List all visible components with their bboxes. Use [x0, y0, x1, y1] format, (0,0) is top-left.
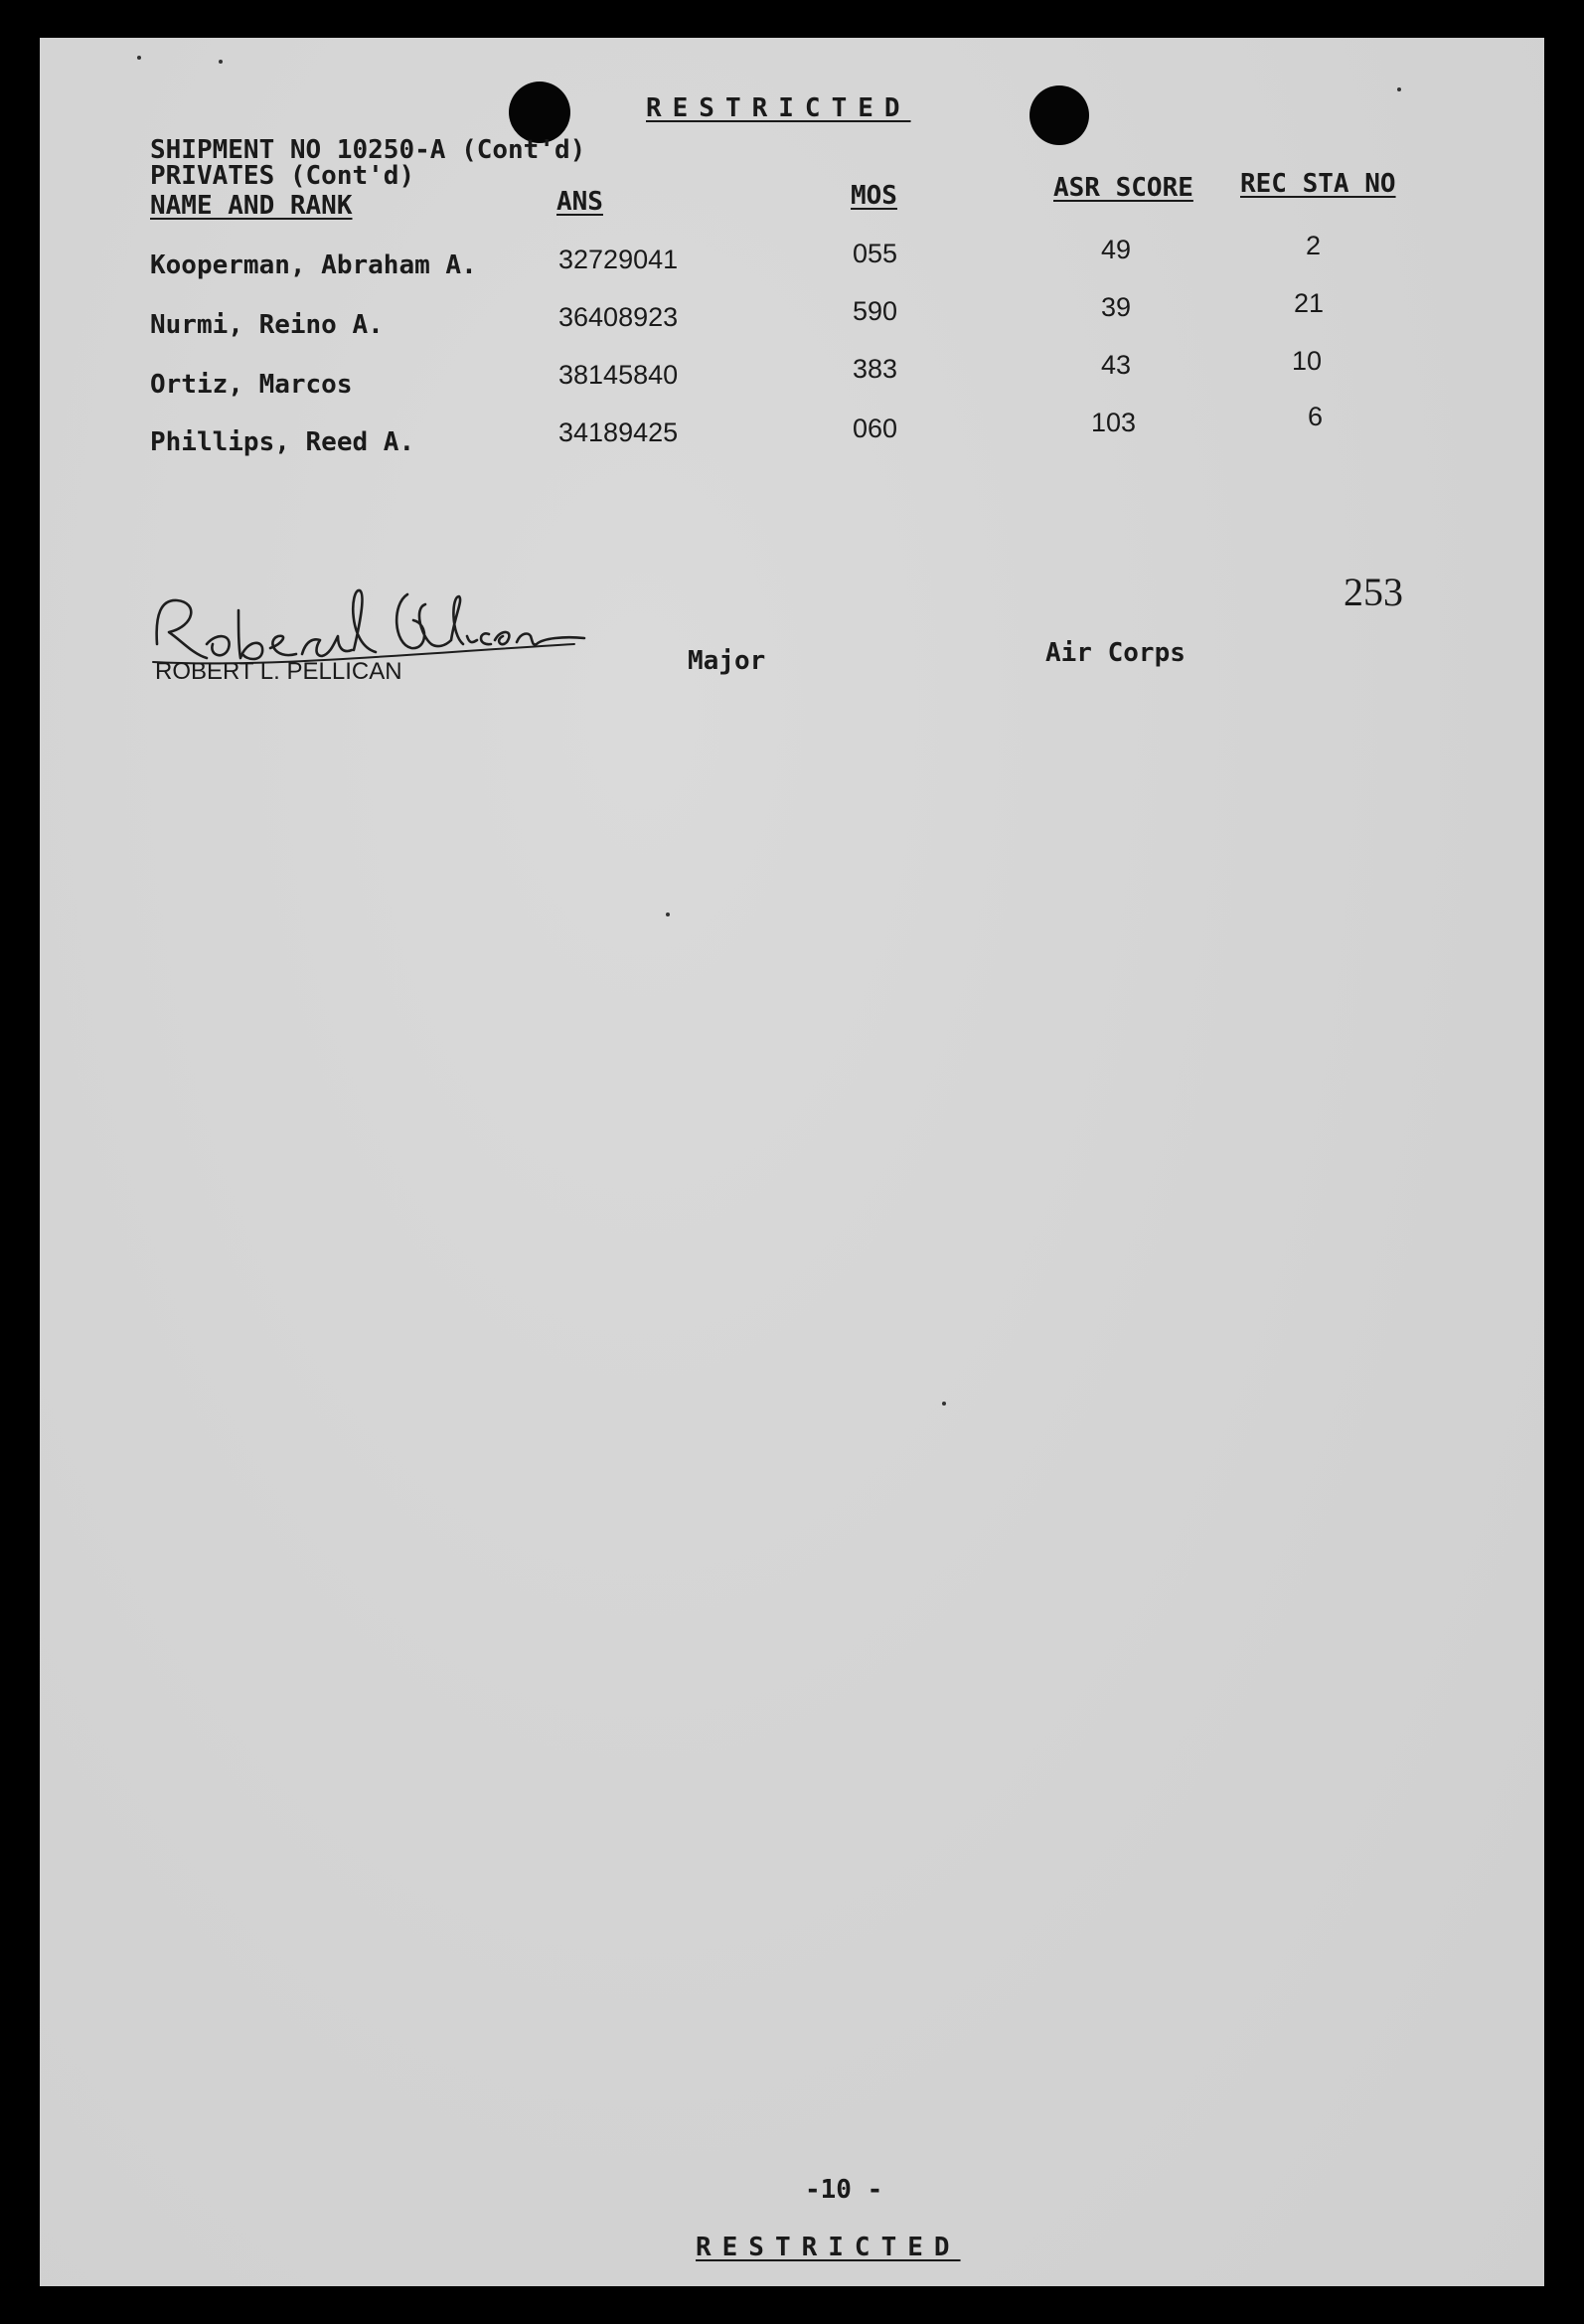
- row-mos: 383: [853, 354, 898, 384]
- row-asr: 39: [1101, 292, 1132, 322]
- row-mos: 060: [853, 414, 898, 443]
- row-asn: 36408923: [558, 302, 679, 332]
- footer-classification: RESTRICTED: [696, 2233, 961, 2262]
- row-name: Kooperman, Abraham A.: [150, 250, 477, 280]
- col-header-asr: ASR SCORE: [1053, 173, 1193, 203]
- signer-rank: Major: [688, 646, 766, 676]
- col-header-name: NAME AND RANK: [150, 191, 353, 221]
- signer-branch: Air Corps: [1045, 638, 1186, 668]
- col-header-mos: MOS: [851, 181, 897, 211]
- group-line: PRIVATES (Cont'd): [150, 161, 415, 191]
- row-asn: 32729041: [558, 245, 679, 274]
- speck: [666, 913, 670, 916]
- punch-hole-right: [1030, 85, 1089, 145]
- col-header-asn: ANS: [556, 187, 603, 217]
- row-asn: 34189425: [558, 417, 679, 447]
- speck: [219, 60, 223, 64]
- row-rec: 2: [1306, 231, 1322, 260]
- speck: [1397, 87, 1401, 91]
- col-header-rec: REC STA NO: [1240, 169, 1396, 199]
- row-rec: 10: [1292, 346, 1323, 376]
- row-asr: 49: [1101, 235, 1132, 264]
- row-asr: 43: [1101, 350, 1132, 380]
- stamp-number: 253: [1344, 570, 1403, 614]
- row-name: Nurmi, Reino A.: [150, 310, 384, 340]
- speck: [137, 56, 141, 60]
- row-rec: 6: [1308, 402, 1324, 431]
- document-page: [40, 38, 1544, 2286]
- shipment-line: SHIPMENT NO 10250-A (Cont'd): [150, 135, 586, 165]
- speck: [942, 1402, 946, 1406]
- header-classification: RESTRICTED: [646, 93, 911, 123]
- row-asn: 38145840: [558, 360, 679, 390]
- row-asr: 103: [1091, 408, 1137, 437]
- row-name: Phillips, Reed A.: [150, 427, 415, 457]
- row-mos: 590: [853, 296, 898, 326]
- signer-name: ROBERT L. PELLICAN: [155, 658, 402, 685]
- row-name: Ortiz, Marcos: [150, 370, 353, 400]
- row-rec: 21: [1294, 288, 1325, 318]
- punch-hole-left: [509, 82, 570, 143]
- page-number: -10 -: [805, 2175, 883, 2205]
- row-mos: 055: [853, 239, 898, 268]
